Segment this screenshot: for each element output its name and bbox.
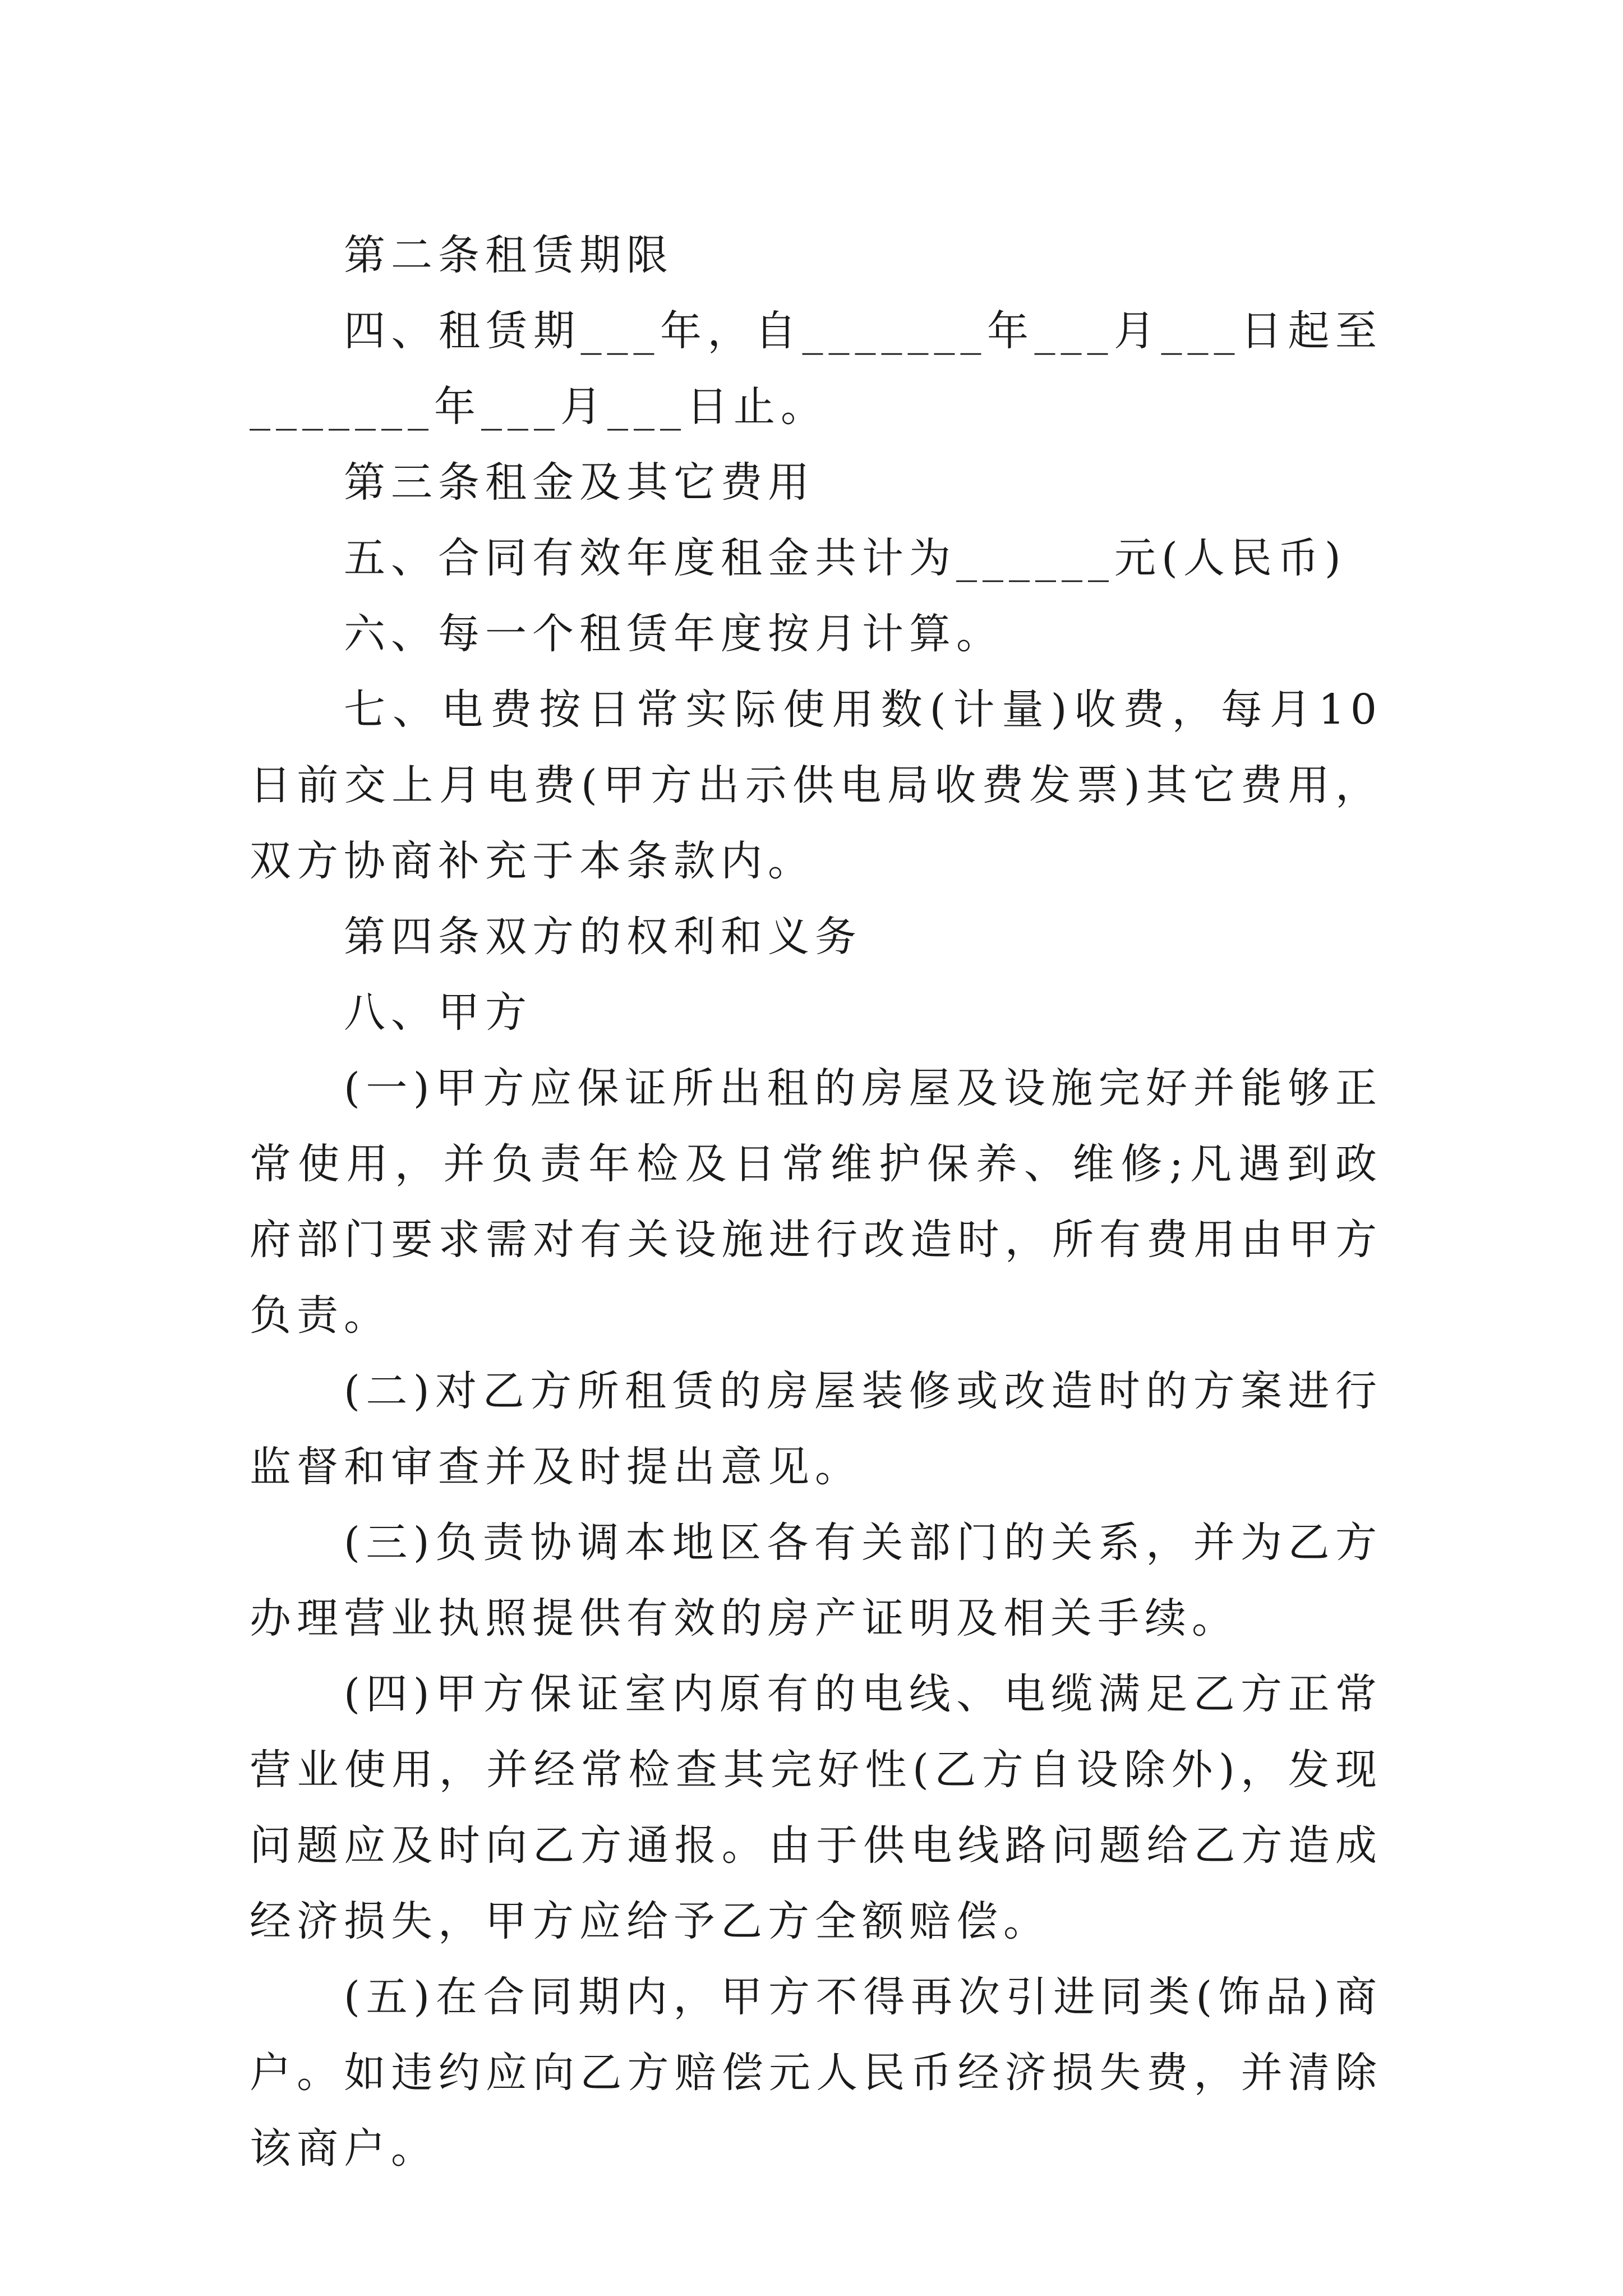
clause-6-monthly-calculation: 六、每一个租赁年度按月计算。	[344, 610, 1003, 658]
section-heading-rights-obligations: 第四条双方的权利和义务	[344, 913, 862, 961]
section-heading-rent-and-fees: 第三条租金及其它费用	[344, 458, 815, 507]
party-a-item-5: (五)在合同期内，甲方不得再次引进同类(饰品)商户。如违约应向乙方赔偿元人民币经济损失费，并清除该商户。	[250, 1973, 1382, 2173]
section-heading-lease-term: 第二条租赁期限	[344, 231, 674, 279]
document-body	[250, 218, 1382, 2187]
clause-4-lease-period: 四、租赁期___年，自_______年___月___日起至_______年___月___日止。	[250, 307, 1382, 431]
party-a-item-1: (一)甲方应保证所出租的房屋及设施完好并能够正常使用，并负责年检及日常维护保养、维修;凡遇到政府部门要求需对有关设施进行改造时，所有费用由甲方负责。	[250, 1064, 1382, 1340]
clause-8-party-a: 八、甲方	[344, 988, 532, 1037]
party-a-item-2: (二)对乙方所租赁的房屋装修或改造时的方案进行监督和审查并及时提出意见。	[250, 1367, 1382, 1491]
clause-7-electricity-fees: 七、电费按日常实际使用数(计量)收费，每月10日前交上月电费(甲方出示供电局收费发票)其它费用，双方协商补充于本条款内。	[250, 685, 1382, 885]
party-a-item-3: (三)负责协调本地区各有关部门的关系，并为乙方办理营业执照提供有效的房产证明及相关手续。	[250, 1519, 1382, 1642]
clause-5-total-rent: 五、合同有效年度租金共计为______元(人民币)	[344, 534, 1347, 582]
party-a-item-4: (四)甲方保证室内原有的电线、电缆满足乙方正常营业使用，并经常检查其完好性(乙方自设除外)，发现问题应及时向乙方通报。由于供电线路问题给乙方造成经济损失，甲方应给予乙方全额赔偿。	[250, 1670, 1382, 1945]
